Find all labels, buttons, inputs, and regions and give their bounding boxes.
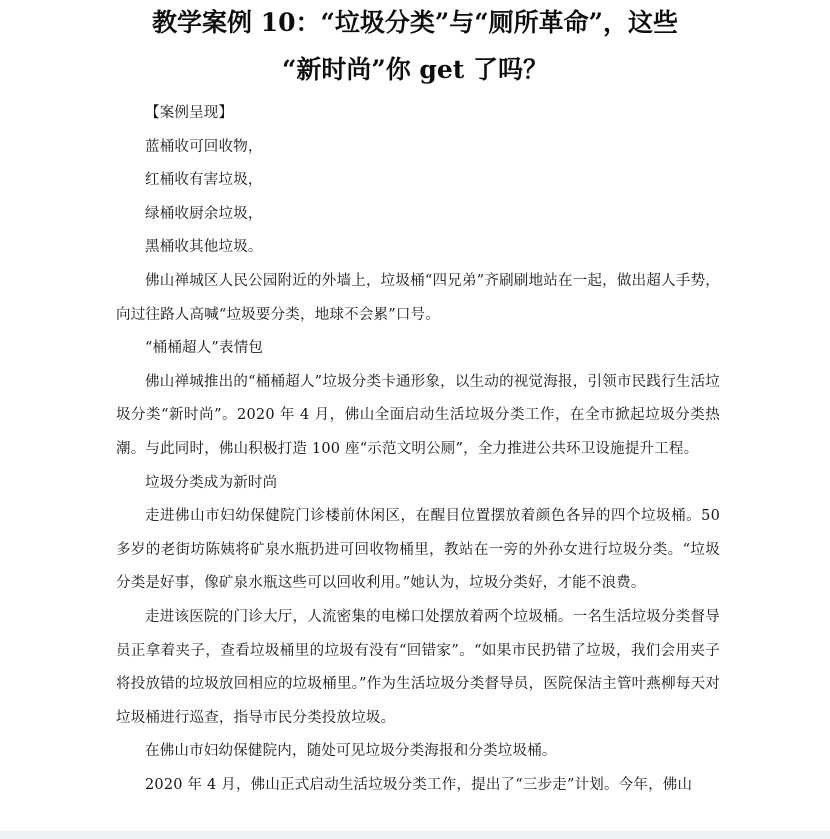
- paragraph: 黑桶收其他垃圾。: [145, 239, 263, 256]
- paragraph: 绿桶收厨余垃圾，: [145, 205, 263, 222]
- document-title-line-1: 教学案例 10：“垃圾分类”与“厕所革命”，这些: [151, 8, 678, 37]
- document-title-line-2: “新时尚”你 get 了吗？: [281, 55, 549, 84]
- paragraph: 在佛山市妇幼保健院内，随处可见垃圾分类海报和分类垃圾桶。: [145, 743, 557, 760]
- document-body: [116, 97, 720, 802]
- paragraph: 走进该医院的门诊大厅，人流密集的电梯口处摆放着两个垃圾桶。一名生活垃圾分类督导员正拿着夹子，查看垃圾桶里的垃圾有没有“回错家”。“如果市民扔错了垃圾，我们会用夹子将投放错的垃圾放回相应的垃圾桶里。”作为生活垃圾分类督导员，医院保洁主管叶燕柳每天对垃圾桶进行巡查，指导市民分类投放垃圾。: [116, 608, 720, 726]
- section-heading: 【案例呈现】: [145, 105, 234, 121]
- paragraph: 佛山禅城区人民公园附近的外墙上，垃圾桶“四兄弟”齐刷刷地站在一起，做出超人手势，向过往路人高喊“垃圾要分类，地球不会累”口号。: [116, 272, 720, 323]
- paragraph: 2020 年 4 月，佛山正式启动生活垃圾分类工作，提出了“三步走”计划。今年，佛山: [145, 776, 693, 793]
- subheading: “桶桶超人”表情包: [145, 340, 264, 357]
- paragraph: 佛山禅城推出的“桶桶超人”垃圾分类卡通形象，以生动的视觉海报，引领市民践行生活垃圾分类“新时尚”。2020 年 4 月，佛山全面启动生活垃圾分类工作，在全市掀起垃圾分类热潮。与此同时，佛山积极打造 100 座“示范文明公厕”，全力推进公共环卫设施提升工程。: [116, 373, 720, 457]
- paragraph: 走进佛山市妇幼保健院门诊楼前休闲区，在醒目位置摆放着颜色各异的四个垃圾桶。50 多岁的老街坊陈姨将矿泉水瓶扔进可回收物桶里，教站在一旁的外孙女进行垃圾分类。“垃圾分类是好事，像矿泉水瓶这些可以回收利用。”她认为，垃圾分类好，才能不浪费。: [116, 508, 720, 592]
- paragraph: 蓝桶收可回收物，: [145, 138, 263, 155]
- paragraph: 红桶收有害垃圾，: [145, 172, 263, 189]
- subheading: 垃圾分类成为新时尚: [145, 474, 278, 491]
- viewer-bottom-edge: [0, 831, 830, 839]
